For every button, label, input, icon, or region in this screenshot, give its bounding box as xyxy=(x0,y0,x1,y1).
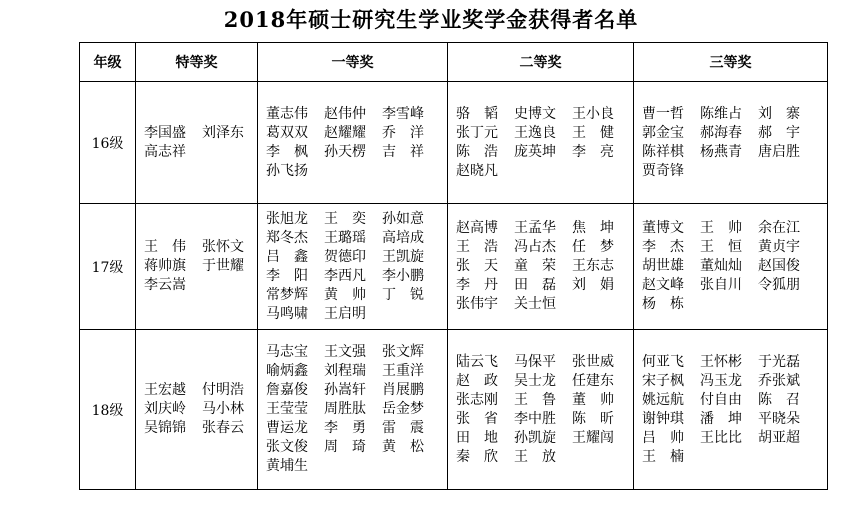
name-line xyxy=(456,276,633,295)
recipient-name: 陈 召 xyxy=(758,391,800,408)
recipient-name: 黄埔生 xyxy=(266,458,308,474)
name-line xyxy=(642,162,827,181)
recipient-name: 吴锦锦 xyxy=(144,420,186,436)
recipient-name: 秦 欣 xyxy=(456,448,498,465)
name-line xyxy=(266,457,447,476)
name-line xyxy=(144,400,257,419)
name-line xyxy=(144,381,257,400)
table-row xyxy=(80,82,828,204)
recipient-name: 王重洋 xyxy=(382,363,424,379)
recipient-name: 常梦辉 xyxy=(266,286,308,303)
recipient-name: 付自由 xyxy=(700,391,742,408)
name-line xyxy=(456,295,633,314)
recipient-name: 李 丹 xyxy=(456,277,498,293)
name-line xyxy=(642,372,827,391)
first-award-cell xyxy=(258,204,448,330)
recipient-name: 姚远航 xyxy=(642,391,684,408)
recipient-name: 王 放 xyxy=(514,448,556,465)
header-second-award: 二等奖 xyxy=(448,43,634,82)
name-line xyxy=(456,429,633,448)
recipient-name: 陈 昕 xyxy=(572,410,614,427)
recipient-name: 董 帅 xyxy=(572,391,614,408)
recipient-name: 王孟华 xyxy=(514,220,556,236)
recipient-name: 平晓朵 xyxy=(758,410,800,427)
page-title: 2018年硕士研究生学业奖学金获得者名单 xyxy=(223,7,639,32)
award-table xyxy=(79,42,828,490)
name-line xyxy=(266,105,447,124)
recipient-name: 黄 帅 xyxy=(324,286,366,303)
recipient-name: 李 亮 xyxy=(572,143,614,160)
recipient-name: 李 阳 xyxy=(266,267,308,284)
recipient-name: 王 奕 xyxy=(324,210,366,227)
name-line xyxy=(266,210,447,229)
grade-cell: 17级 xyxy=(80,204,136,330)
recipient-name: 王璐瑶 xyxy=(324,229,366,246)
recipient-name: 冯占杰 xyxy=(514,239,556,255)
recipient-name: 李 枫 xyxy=(266,143,308,160)
recipient-name: 任 梦 xyxy=(572,239,614,255)
name-line xyxy=(456,391,633,410)
recipient-name: 付明浩 xyxy=(202,382,244,398)
recipient-name: 岳金梦 xyxy=(382,401,424,417)
name-line xyxy=(642,448,827,467)
recipient-name: 王 楠 xyxy=(642,448,684,465)
recipient-name: 陈 浩 xyxy=(456,143,498,160)
name-line xyxy=(456,257,633,276)
recipient-name: 葛双双 xyxy=(266,124,308,141)
table-row xyxy=(80,330,828,490)
recipient-name: 王莹莹 xyxy=(266,401,308,417)
recipient-name: 张伟宇 xyxy=(456,296,498,312)
name-line xyxy=(266,381,447,400)
name-line xyxy=(144,419,257,438)
recipient-name: 马鸣啸 xyxy=(266,305,308,322)
recipient-name: 张旭龙 xyxy=(266,210,308,227)
recipient-name: 赵文峰 xyxy=(642,277,684,293)
recipient-name: 李 勇 xyxy=(324,420,366,436)
recipient-name: 李 杰 xyxy=(642,239,684,255)
recipient-name: 吕 帅 xyxy=(642,429,684,446)
recipient-name: 丁 锐 xyxy=(382,286,424,303)
recipient-name: 高志祥 xyxy=(144,143,186,160)
recipient-name: 庞英坤 xyxy=(514,143,556,160)
recipient-name: 张丁元 xyxy=(456,124,498,141)
recipient-name: 孙凯旋 xyxy=(514,429,556,446)
recipient-name: 黄 松 xyxy=(382,439,424,455)
second-award-cell xyxy=(448,82,634,204)
name-line xyxy=(456,162,633,181)
recipient-name: 周 琦 xyxy=(324,439,366,455)
name-line xyxy=(266,400,447,419)
recipient-name: 赵耀耀 xyxy=(324,124,366,141)
recipient-name: 乔 洋 xyxy=(382,124,424,141)
recipient-name: 冯玉龙 xyxy=(700,372,742,389)
name-line xyxy=(266,248,447,267)
recipient-name: 李云嵩 xyxy=(144,277,186,293)
recipient-name: 令狐朋 xyxy=(758,277,800,293)
recipient-name: 张文俊 xyxy=(266,439,308,455)
name-line xyxy=(456,372,633,391)
name-line xyxy=(144,143,257,162)
name-line xyxy=(266,229,447,248)
name-line xyxy=(266,143,447,162)
recipient-name: 唐启胜 xyxy=(758,143,800,160)
recipient-name: 王小良 xyxy=(572,105,614,122)
recipient-name: 曹一哲 xyxy=(642,105,684,122)
name-line xyxy=(144,238,257,257)
third-award-cell xyxy=(634,330,828,490)
recipient-name: 马保平 xyxy=(514,353,556,370)
recipient-name: 田 地 xyxy=(456,429,498,446)
recipient-name: 任建东 xyxy=(572,372,614,389)
second-award-cell xyxy=(448,330,634,490)
recipient-name: 王怀彬 xyxy=(700,353,742,370)
recipient-name: 潘 坤 xyxy=(700,410,742,427)
name-line xyxy=(456,143,633,162)
name-line xyxy=(266,362,447,381)
recipient-name: 王东志 xyxy=(572,258,614,274)
recipient-name: 宋子枫 xyxy=(642,372,684,389)
recipient-name: 郝 宇 xyxy=(758,124,800,141)
name-line xyxy=(456,238,633,257)
name-line xyxy=(266,438,447,457)
header-grade: 年级 xyxy=(80,43,136,82)
recipient-name: 孙嵩轩 xyxy=(324,382,366,398)
recipient-name: 杨燕青 xyxy=(700,143,742,160)
name-line xyxy=(456,219,633,238)
recipient-name: 周胜肽 xyxy=(324,401,366,417)
name-line xyxy=(144,257,257,276)
recipient-name: 张 天 xyxy=(456,258,498,274)
recipient-name: 喻炳鑫 xyxy=(266,363,308,379)
recipient-name: 赵伟仲 xyxy=(324,105,366,122)
name-line xyxy=(642,353,827,372)
recipient-name: 黄贞宇 xyxy=(758,239,800,255)
name-line xyxy=(642,219,827,238)
recipient-name: 赵高博 xyxy=(456,220,498,236)
name-line xyxy=(642,257,827,276)
header-special-award: 特等奖 xyxy=(136,43,258,82)
name-line xyxy=(266,162,447,181)
name-line xyxy=(266,124,447,143)
second-award-cell xyxy=(448,204,634,330)
recipient-name: 王逸良 xyxy=(514,124,556,141)
recipient-name: 王比比 xyxy=(700,429,742,446)
name-line xyxy=(144,124,257,143)
name-line xyxy=(266,419,447,438)
recipient-name: 郑冬杰 xyxy=(266,229,308,246)
special-award-cell xyxy=(136,82,258,204)
recipient-name: 马志宝 xyxy=(266,344,308,360)
grade-cell: 16级 xyxy=(80,82,136,204)
name-line xyxy=(642,295,827,314)
special-award-cell xyxy=(136,330,258,490)
recipient-name: 谢钟琪 xyxy=(642,410,684,427)
recipient-name: 蒋帅旗 xyxy=(144,258,186,274)
recipient-name: 童 荣 xyxy=(514,258,556,274)
header-third-award: 三等奖 xyxy=(634,43,828,82)
recipient-name: 刘 寨 xyxy=(758,105,800,122)
recipient-name: 郝海春 xyxy=(700,124,742,141)
recipient-name: 陈维占 xyxy=(700,105,742,122)
name-line xyxy=(642,276,827,295)
recipient-name: 雷 震 xyxy=(382,420,424,436)
recipient-name: 于光磊 xyxy=(758,353,800,370)
recipient-name: 田 磊 xyxy=(514,277,556,293)
name-line xyxy=(456,105,633,124)
recipient-name: 张自川 xyxy=(700,277,742,293)
recipient-name: 贾奇锋 xyxy=(642,162,684,179)
recipient-name: 赵 政 xyxy=(456,372,498,389)
recipient-name: 贺德印 xyxy=(324,248,366,265)
recipient-name: 王 鲁 xyxy=(514,391,556,408)
header-row xyxy=(80,43,828,82)
name-line xyxy=(456,448,633,467)
recipient-name: 杨 栋 xyxy=(642,296,684,312)
name-line xyxy=(266,343,447,362)
recipient-name: 吕 鑫 xyxy=(266,248,308,265)
recipient-name: 马小林 xyxy=(202,401,244,417)
recipient-name: 詹嘉俊 xyxy=(266,382,308,398)
special-award-cell xyxy=(136,204,258,330)
recipient-name: 关士恒 xyxy=(514,296,556,312)
recipient-name: 孙如意 xyxy=(382,210,424,227)
header-first-award: 一等奖 xyxy=(258,43,448,82)
recipient-name: 骆 韬 xyxy=(456,105,498,122)
name-line xyxy=(642,124,827,143)
recipient-name: 王宏越 xyxy=(144,382,186,398)
recipient-name: 何亚飞 xyxy=(642,353,684,370)
recipient-name: 刘庆岭 xyxy=(144,401,186,417)
name-line xyxy=(642,105,827,124)
name-line xyxy=(266,267,447,286)
recipient-name: 王 健 xyxy=(572,124,614,141)
recipient-name: 张怀文 xyxy=(202,239,244,255)
recipient-name: 张春云 xyxy=(202,420,244,436)
recipient-name: 董灿灿 xyxy=(700,258,742,274)
third-award-cell xyxy=(634,82,828,204)
recipient-name: 陈祥棋 xyxy=(642,143,684,160)
recipient-name: 张文辉 xyxy=(382,344,424,360)
recipient-name: 王文强 xyxy=(324,344,366,360)
recipient-name: 余在江 xyxy=(758,220,800,236)
recipient-name: 肖展鹏 xyxy=(382,382,424,398)
grade-cell: 18级 xyxy=(80,330,136,490)
recipient-name: 赵国俊 xyxy=(758,258,800,274)
first-award-cell xyxy=(258,82,448,204)
name-line xyxy=(642,238,827,257)
recipient-name: 王耀闯 xyxy=(572,429,614,446)
name-line xyxy=(456,410,633,429)
recipient-name: 孙飞扬 xyxy=(266,162,308,179)
name-line xyxy=(642,391,827,410)
recipient-name: 乔张斌 xyxy=(758,372,800,389)
first-award-cell xyxy=(258,330,448,490)
recipient-name: 曹运龙 xyxy=(266,420,308,436)
recipient-name: 胡世雄 xyxy=(642,258,684,274)
recipient-name: 王 伟 xyxy=(144,239,186,255)
recipient-name: 陆云飞 xyxy=(456,353,498,370)
recipient-name: 李小鹏 xyxy=(382,267,424,284)
recipient-name: 孙天楞 xyxy=(324,143,366,160)
recipient-name: 李西凡 xyxy=(324,267,366,284)
name-line xyxy=(144,276,257,295)
recipient-name: 李雪峰 xyxy=(382,105,424,122)
recipient-name: 刘程瑞 xyxy=(324,363,366,379)
recipient-name: 吴士龙 xyxy=(514,372,556,389)
recipient-name: 王启明 xyxy=(324,305,366,322)
recipient-name: 胡亚超 xyxy=(758,429,800,446)
recipient-name: 董博文 xyxy=(642,220,684,236)
recipient-name: 王 浩 xyxy=(456,239,498,255)
recipient-name: 于世耀 xyxy=(202,258,244,274)
third-award-cell xyxy=(634,204,828,330)
name-line xyxy=(266,286,447,305)
recipient-name: 郭金宝 xyxy=(642,124,684,141)
table-row xyxy=(80,204,828,330)
recipient-name: 史博文 xyxy=(514,105,556,122)
recipient-name: 李中胜 xyxy=(514,410,556,427)
recipient-name: 赵晓凡 xyxy=(456,162,498,179)
recipient-name: 刘泽东 xyxy=(202,124,244,141)
name-line xyxy=(266,305,447,324)
recipient-name: 董志伟 xyxy=(266,105,308,122)
name-line xyxy=(642,143,827,162)
recipient-name: 吉 祥 xyxy=(382,143,424,160)
name-line xyxy=(642,429,827,448)
recipient-name: 张志刚 xyxy=(456,391,498,408)
recipient-name: 刘 娟 xyxy=(572,277,614,293)
name-line xyxy=(456,353,633,372)
recipient-name: 李国盛 xyxy=(144,124,186,141)
recipient-name: 高培成 xyxy=(382,229,424,246)
recipient-name: 张 省 xyxy=(456,410,498,427)
recipient-name: 张世威 xyxy=(572,353,614,370)
recipient-name: 王 恒 xyxy=(700,239,742,255)
recipient-name: 王凯旋 xyxy=(382,248,424,265)
name-line xyxy=(456,124,633,143)
recipient-name: 王 帅 xyxy=(700,220,742,236)
recipient-name: 焦 坤 xyxy=(572,220,614,236)
name-line xyxy=(642,410,827,429)
